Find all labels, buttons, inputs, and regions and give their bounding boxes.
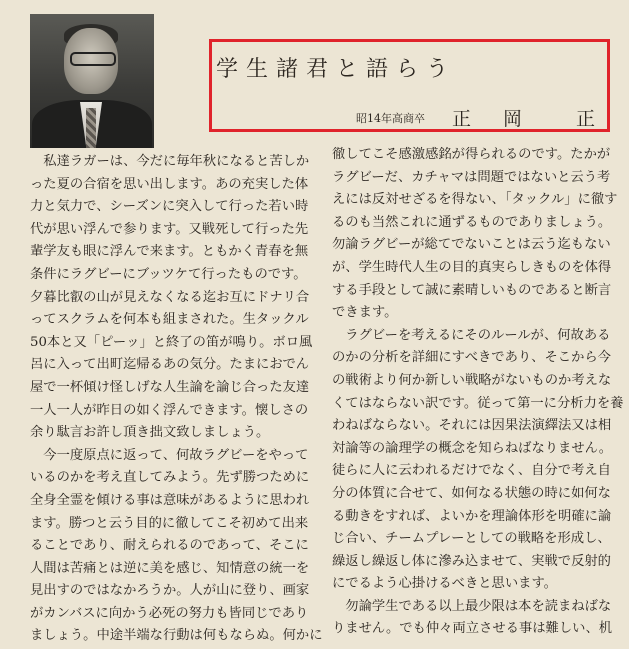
text-line: ましょう。中途半端な行動は何もならぬ。何かに: [30, 628, 323, 644]
text-line: の戦術より何か新しい戦略がないものか考えな: [332, 372, 612, 388]
text-line: 繰返し繰返し体に滲み込ませて、実戦で反射的: [332, 553, 611, 569]
text-line: 夕暮比叡の山が見えなくなる迄お互にドナリ合: [30, 289, 310, 305]
text-line: のかの分析を詳細にすべきであり、そこから今: [332, 350, 611, 366]
text-line: 全身全霊を傾ける事は意味があるように思われ: [30, 492, 310, 508]
text-line: 勿論学生である以上最少限は本を読まねばな: [332, 598, 612, 614]
text-line: った夏の合宿を思い出します。あの充実した体: [30, 176, 309, 192]
text-line: 徒らに人に云われるだけでなく、自分で考え自: [332, 463, 611, 479]
text-line: わねばならない。それには因果法演繹法又は相: [332, 418, 612, 434]
text-line: りません。でも仲々両立させる事は難しい、机: [332, 621, 613, 637]
text-line: がカンバスに向かう必死の努力も皆同じであり: [30, 605, 309, 621]
text-line: 条件にラグビーにブッツケて行ったものです。: [30, 266, 307, 282]
text-line: にでるよう心掛けるべきと思います。: [332, 576, 557, 592]
right-column: [332, 144, 623, 641]
text-line: 人間は苦痛とは逆に美を感じ、知情意の統一を: [30, 560, 310, 576]
author-name-part: 正: [452, 108, 472, 130]
text-line: ます。勝つと云う目的に徹してこそ初めて出来: [30, 515, 309, 531]
text-line: いるのかを考え直してみよう。先ず勝つために: [30, 470, 310, 486]
text-line: 代が思い浮んで参ります。又戦死して行った先: [30, 221, 309, 237]
text-line: 分の体質に合せて、如何なる状態の時に如何な: [332, 485, 611, 501]
text-line: 呂に入って出町迄帰るあの気分。たまにおでん: [30, 357, 310, 373]
author-name-part: 岡: [503, 108, 523, 130]
text-line: 対論等の論理学の概念を知らねばなりません。: [332, 440, 613, 456]
author-photo: [30, 14, 154, 148]
left-column: [30, 151, 323, 648]
text-line: ることであり、耐えられるのであって、そこに: [30, 538, 309, 554]
author-name: [452, 104, 595, 131]
text-line: ラグビーを考えるにそのルールが、何故ある: [332, 327, 611, 343]
text-line: する手段として誠に素晴しいものであると断言: [332, 282, 612, 298]
text-line: 輩学友も眼に浮んで来ます。ともかく青春を無: [30, 244, 309, 260]
text-line: くてはならない訳です。従って第一に分析力を養: [332, 395, 624, 411]
text-line: る動きをすれば、よいかを理論体形を明確に論: [332, 508, 612, 524]
text-line: ラグビーだ、カチャマは問題ではないと云う考: [332, 169, 611, 185]
text-line: えには反対せざるを得ない、「タックル」に徹す: [332, 192, 618, 208]
text-line: 力と気力で、シーズンに突入して行った若い時: [30, 199, 309, 215]
text-line: 勿論ラグビーが総てでないことは云う迄もない: [332, 237, 611, 253]
text-line: 見出すのではなかろうか。人が山に登り、画家: [30, 583, 310, 599]
text-line: 徹してこそ感激感銘が得られるのです。たかが: [332, 147, 611, 162]
text-line: 私達ラガーは、今だに毎年秋になると苦しか: [30, 154, 310, 169]
text-line: 一人一人が昨日の如く浮んできます。懐しさの: [30, 402, 309, 418]
text-line: るのも当然これに通ずるものでありましょう。: [332, 214, 612, 230]
text-line: が、学生時代人生の目的真実らしきものを体得: [332, 259, 612, 275]
article-title: 学生諸君と語らう: [216, 57, 457, 82]
text-line: 余り駄言お許し頂き拙文致しましょう。: [30, 425, 270, 441]
text-line: 50本と又「ピーッ」と終了の笛が鳴り。ボロ風: [30, 334, 313, 350]
text-line: 今一度原点に返って、何故ラグビーをやって: [30, 447, 309, 463]
author-school: 昭14年高商卒: [356, 112, 425, 125]
text-line: 屋で一杯傾け怪しげな人生論を論じ合った友達: [30, 379, 310, 395]
text-line: ってスクラムを何本も組まされた。生タックル: [30, 312, 309, 328]
text-line: じ合い、チームプレーとしての戦略を形成し、: [332, 531, 611, 547]
author-name-part: 正: [576, 108, 596, 130]
text-line: できます。: [332, 305, 398, 321]
